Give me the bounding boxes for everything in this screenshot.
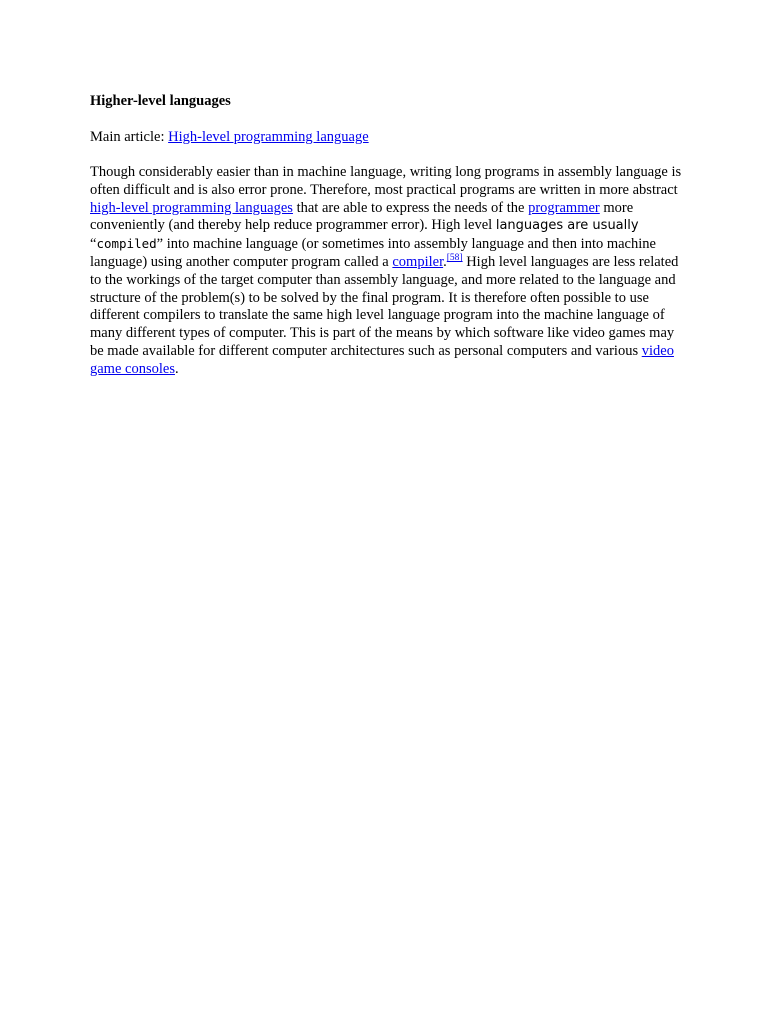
paragraph-text-6: . [443,253,447,270]
paragraph-text-4c: compiled [96,236,157,252]
link-high-level-programming-languages[interactable]: high-level programming languages [90,199,293,216]
paragraph-text-4d: ” [156,236,164,253]
document-page [90,92,690,379]
paragraph-text-4b: “ [90,236,97,253]
link-video-game-consoles[interactable]: video game consoles [90,342,674,377]
section-heading: Higher-level languages [90,93,231,109]
main-article-line [90,128,690,146]
main-article-link[interactable]: High-level programming language [168,129,369,145]
paragraph-text-4a: languages are usually [495,218,639,234]
paragraph-text-3: more conveniently (and thereby help reduce programmer error). High level [90,199,634,234]
link-programmer[interactable]: programmer [528,199,600,216]
citation-link[interactable]: [58] [446,253,463,264]
body-paragraph [90,164,690,379]
paragraph-text-5: into machine language (or sometimes into assembly language and then into machine language) using another computer program called a [90,236,656,270]
paragraph-text-2: that are able to express the needs of the [292,199,529,216]
link-compiler[interactable]: compiler [392,253,444,270]
paragraph-text-7: High level languages are less related to the workings of the target computer than assembly language, and more related to the language and structure of the problem(s) to be solved by the final program. It is therefore often possible to use different compilers to translate the same high level language program into the machine language of many different types of computer. This is part of the means by which software like video games may be made available for different computer architectures such as personal computers and various [90,253,679,359]
main-article-prefix: Main article: [90,129,169,145]
paragraph-text-8: . [174,360,179,377]
paragraph-text-1: Though considerably easier than in machine language, writing long programs in assembly language is often difficult and is also error prone. Therefore, most practical programs are written in more abstract [90,164,682,198]
